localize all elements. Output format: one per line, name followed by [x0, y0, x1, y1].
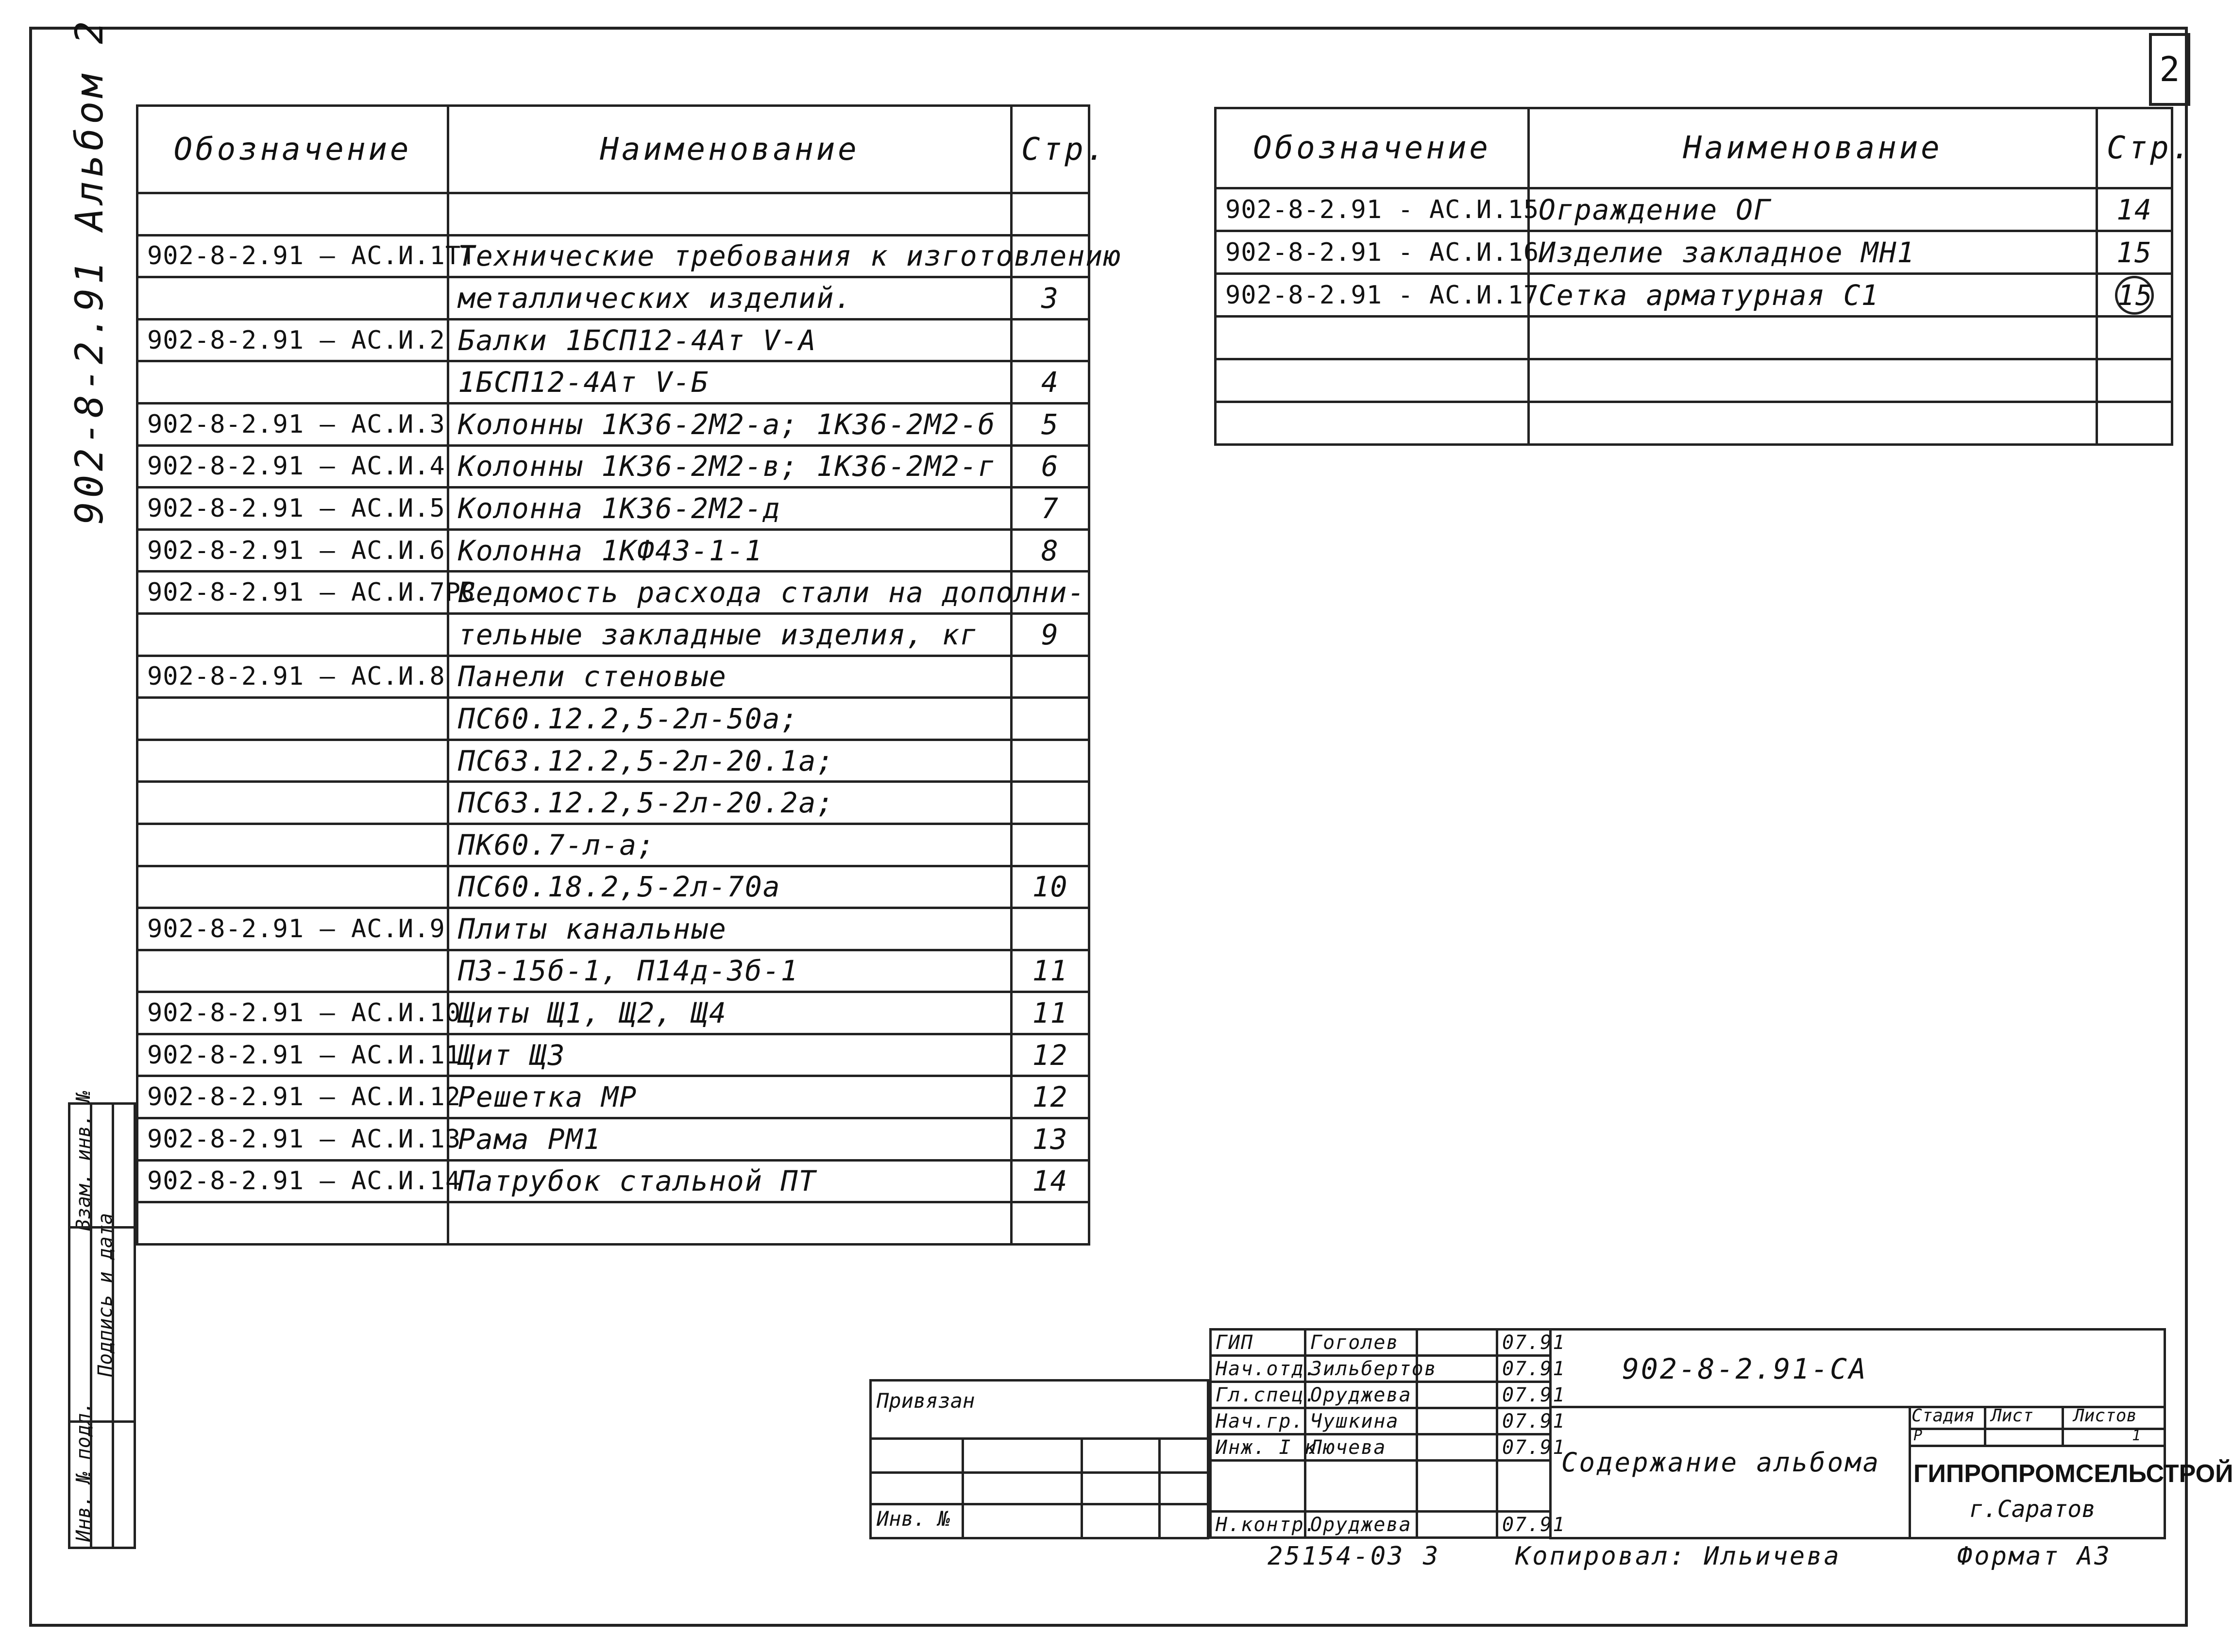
cell-designation: 902-8-2.91 - АС.И.17: [1216, 274, 1529, 317]
signer-name: Оруджева: [1305, 1382, 1417, 1408]
cell-page: 11: [1012, 950, 1089, 992]
cell-name: [1529, 402, 2097, 445]
sheet-label: Лист: [1991, 1406, 2033, 1426]
cell-designation: [1216, 317, 1529, 359]
table-row: [137, 319, 1089, 361]
table-row: [137, 698, 1089, 740]
signer-date: 07.91: [1497, 1382, 1551, 1408]
cell-name: металлических изделий.: [448, 277, 1012, 320]
table-row: [137, 572, 1089, 614]
table-row: [137, 908, 1089, 950]
copied-by: Копировал: Ильичева: [1515, 1542, 1841, 1571]
signer-name: Чушкина: [1305, 1408, 1417, 1434]
signer-row: [1211, 1382, 1551, 1408]
cell-designation: [137, 1202, 448, 1245]
signer-role: [1211, 1461, 1305, 1512]
cell-name: [448, 1202, 1012, 1245]
binding-block: [869, 1379, 1209, 1539]
table-row: [137, 1202, 1089, 1245]
cell-page: 5: [1012, 403, 1089, 445]
cell-designation: 902-8-2.91 — АС.И.11: [137, 1034, 448, 1076]
cell-page: [2097, 317, 2172, 359]
table-row: [137, 824, 1089, 866]
cell-name: [448, 193, 1012, 236]
cell-name: 1БСП12-4Ат V-Б: [448, 361, 1012, 404]
table-row: [137, 992, 1089, 1034]
cell-name: ПС63.12.2,5-2л-20.2а;: [448, 782, 1012, 824]
cell-page: 4: [1012, 361, 1089, 404]
cell-name: Колонны 1К36-2М2-а; 1К36-2М2-б: [448, 403, 1012, 445]
signer-row: [1211, 1408, 1551, 1434]
cell-name: Решетка МР: [448, 1076, 1012, 1118]
header-designation: Обозначение: [1216, 108, 1529, 188]
order-number: 25154-03: [1268, 1542, 1405, 1571]
cell-designation: [137, 698, 448, 740]
signer-signature: [1417, 1461, 1497, 1512]
signer-date: 07.91: [1497, 1356, 1551, 1382]
sheet-title: Содержание альбома: [1561, 1447, 1881, 1478]
cell-name: ПК60.7-л-а;: [448, 824, 1012, 866]
cell-page: [1012, 319, 1089, 361]
cell-designation: 902-8-2.91 — АС.И.3: [137, 403, 448, 445]
cell-name: Панели стеновые: [448, 656, 1012, 698]
cell-page: 13: [1012, 1118, 1089, 1161]
cell-page: [1012, 1202, 1089, 1245]
approval-stamp: [68, 1091, 134, 1549]
signer-role: Инж. I к: [1211, 1434, 1305, 1461]
cell-page: [1012, 656, 1089, 698]
organization-name: ГИПРОПРОМСЕЛЬСТРОЙ: [1913, 1460, 2233, 1488]
cell-name: Колонны 1К36-2М2-в; 1К36-2М2-г: [448, 445, 1012, 488]
table-row: [137, 613, 1089, 656]
cell-page: 9: [1012, 613, 1089, 656]
cell-designation: 902-8-2.91 - АС.И.16: [1216, 231, 1529, 274]
cell-designation: [137, 782, 448, 824]
cell-designation: 902-8-2.91 — АС.И.4: [137, 445, 448, 488]
cell-designation: [137, 613, 448, 656]
signer-signature: [1417, 1512, 1497, 1538]
signer-row: [1211, 1434, 1551, 1461]
cell-page: 8: [1012, 529, 1089, 572]
cell-page: [2097, 359, 2172, 402]
cell-designation: [137, 361, 448, 404]
cell-page: 14: [1012, 1160, 1089, 1202]
cell-designation: [1216, 402, 1529, 445]
table-row: [1216, 274, 2172, 317]
stage-value: Р: [1913, 1427, 1923, 1444]
cell-name: Ограждение ОГ: [1529, 188, 2097, 231]
cell-designation: [137, 866, 448, 908]
table-row: [137, 1034, 1089, 1076]
stamp-inv-label: Инв. № подл.: [72, 1401, 95, 1542]
cell-name: ПС60.18.2,5-2л-70а: [448, 866, 1012, 908]
cell-designation: 902-8-2.91 — АС.И.12: [137, 1076, 448, 1118]
table-row: [137, 445, 1089, 488]
table-row: [137, 782, 1089, 824]
cell-page: [1012, 193, 1089, 236]
stamp-divider: [134, 1102, 136, 1549]
header-page: Стр.: [1012, 106, 1089, 193]
cell-designation: [137, 950, 448, 992]
cell-name: Сетка арматурная С1: [1529, 274, 2097, 317]
cell-designation: [137, 193, 448, 236]
cell-designation: 902-8-2.91 — АС.И.7РС: [137, 572, 448, 614]
signer-signature: [1417, 1382, 1497, 1408]
signer-signature: [1417, 1408, 1497, 1434]
cell-designation: [137, 824, 448, 866]
document-code: 902-8-2.91-СА: [1622, 1352, 1868, 1385]
sheets-label: Листов: [2074, 1406, 2137, 1426]
header-page: Стр.: [2097, 108, 2172, 188]
cell-name: Щиты Щ1, Щ2, Щ4: [448, 992, 1012, 1034]
table-row: [137, 403, 1089, 445]
header-name: Наименование: [1529, 108, 2097, 188]
cell-page: 3: [1012, 277, 1089, 320]
stage-grid: [1909, 1406, 2164, 1447]
signer-signature: [1417, 1434, 1497, 1461]
signer-name: [1305, 1461, 1417, 1512]
cell-page: [1012, 740, 1089, 782]
cell-name: Технические требования к изготовлению: [448, 235, 1012, 277]
table-row: [137, 656, 1089, 698]
signer-date: 07.91: [1497, 1512, 1551, 1538]
cell-page: 12: [1012, 1076, 1089, 1118]
sheets-value: 1: [2132, 1427, 2141, 1444]
cell-name: Колонна 1КФ43-1-1: [448, 529, 1012, 572]
cell-name: Балки 1БСП12-4Ат V-А: [448, 319, 1012, 361]
cell-designation: 902-8-2.91 — АС.И.13: [137, 1118, 448, 1161]
cell-page: [1012, 824, 1089, 866]
binding-inv-label: Инв. №: [877, 1507, 950, 1531]
cell-page: 10: [1012, 866, 1089, 908]
signer-role: Н.контр.: [1211, 1512, 1305, 1538]
table-row: [137, 740, 1089, 782]
cell-page: 14: [2097, 188, 2172, 231]
table-row: [1216, 188, 2172, 231]
signer-date: 07.91: [1497, 1330, 1551, 1356]
cell-name: [1529, 317, 2097, 359]
cell-designation: 902-8-2.91 — АС.И.6: [137, 529, 448, 572]
header-designation: Обозначение: [137, 106, 448, 193]
signer-role: Нач.гр.: [1211, 1408, 1305, 1434]
cell-designation: 902-8-2.91 — АС.И.14: [137, 1160, 448, 1202]
signer-role: Нач.отд.: [1211, 1356, 1305, 1382]
signer-row: [1211, 1512, 1551, 1538]
table-row: [1216, 317, 2172, 359]
table-row: [137, 277, 1089, 320]
table-row: [137, 488, 1089, 530]
cell-page: [1012, 908, 1089, 950]
signers-table: [1209, 1328, 1566, 1539]
signer-row: [1211, 1461, 1551, 1512]
cell-page: 15: [2097, 231, 2172, 274]
cell-designation: 902-8-2.91 — АС.И.9: [137, 908, 448, 950]
cell-name: Патрубок стальной ПТ: [448, 1160, 1012, 1202]
cell-name: тельные закладные изделия, кг: [448, 613, 1012, 656]
cell-designation: 902-8-2.91 — АС.И.2: [137, 319, 448, 361]
cell-name: Плиты канальные: [448, 908, 1012, 950]
cell-designation: [1216, 359, 1529, 402]
cell-name: ПС60.12.2,5-2л-50а;: [448, 698, 1012, 740]
table-row: [1216, 402, 2172, 445]
cell-page: [1012, 698, 1089, 740]
order-sheet: 3: [1423, 1542, 1440, 1571]
cell-page: 11: [1012, 992, 1089, 1034]
cell-designation: 902-8-2.91 — АС.И.1ТТ: [137, 235, 448, 277]
signer-role: ГИП: [1211, 1330, 1305, 1356]
table-row: [137, 235, 1089, 277]
cell-name: Рама РМ1: [448, 1118, 1012, 1161]
stamp-replace-label: Взам. инв. №: [72, 1091, 95, 1231]
table-row: [1216, 359, 2172, 402]
signer-name: Зильбертов: [1305, 1356, 1417, 1382]
cell-designation: 902-8-2.91 — АС.И.10: [137, 992, 448, 1034]
cell-name: Изделие закладное МН1: [1529, 231, 2097, 274]
cell-name: Ведомость расхода стали на дополни-: [448, 572, 1012, 614]
cell-designation: [137, 277, 448, 320]
circled-page-number: 15: [2115, 276, 2154, 315]
cell-name: П3-15б-1, П14д-3б-1: [448, 950, 1012, 992]
signer-signature: [1417, 1330, 1497, 1356]
stamp-sign-label: Подпись и дата: [94, 1213, 117, 1377]
contents-table-right: [1214, 107, 2194, 446]
table-row: [137, 193, 1089, 236]
sheet-number: 2: [2149, 33, 2190, 106]
table-row: [1216, 231, 2172, 274]
cell-name: Щит Щ3: [448, 1034, 1012, 1076]
cell-page: [1012, 782, 1089, 824]
signer-name: Оруджева: [1305, 1512, 1417, 1538]
signer-row: [1211, 1356, 1551, 1382]
title-block: [1549, 1328, 2233, 1539]
cell-designation: 902-8-2.91 - АС.И.15: [1216, 188, 1529, 231]
signer-date: [1497, 1461, 1551, 1512]
table-row: [137, 1076, 1089, 1118]
cell-name: ПС63.12.2,5-2л-20.1а;: [448, 740, 1012, 782]
table-row: [137, 866, 1089, 908]
cell-name: Колонна 1К36-2М2-д: [448, 488, 1012, 530]
cell-page: 12: [1012, 1034, 1089, 1076]
signer-name: Лючева: [1305, 1434, 1417, 1461]
cell-page: 6: [1012, 445, 1089, 488]
album-spine-label: 902-8-2.91 Альбом 2: [68, 17, 112, 524]
stamp-col-sign: [92, 1105, 117, 1547]
paper-format: Формат А3: [1957, 1542, 2112, 1571]
cell-page: [2097, 402, 2172, 445]
stage-label: Стадия: [1912, 1406, 1975, 1426]
organization-city: г.Саратов: [1969, 1496, 2096, 1523]
signer-name: Гоголев: [1305, 1330, 1417, 1356]
cell-name: [1529, 359, 2097, 402]
table-row: [137, 361, 1089, 404]
cell-page: 7: [1012, 488, 1089, 530]
signer-date: 07.91: [1497, 1408, 1551, 1434]
cell-page: [2097, 274, 2172, 317]
table-row: [137, 1160, 1089, 1202]
contents-table-left: [136, 104, 1122, 1246]
table-row: [137, 1118, 1089, 1161]
table-row: [137, 529, 1089, 572]
cell-designation: 902-8-2.91 — АС.И.5: [137, 488, 448, 530]
signer-row: [1211, 1330, 1551, 1356]
signer-role: Гл.спец.: [1211, 1382, 1305, 1408]
header-name: Наименование: [448, 106, 1012, 193]
cell-designation: [137, 740, 448, 782]
signer-date: 07.91: [1497, 1434, 1551, 1461]
table-row: [137, 950, 1089, 992]
binding-label: Привязан: [877, 1389, 975, 1413]
cell-designation: 902-8-2.91 — АС.И.8: [137, 656, 448, 698]
